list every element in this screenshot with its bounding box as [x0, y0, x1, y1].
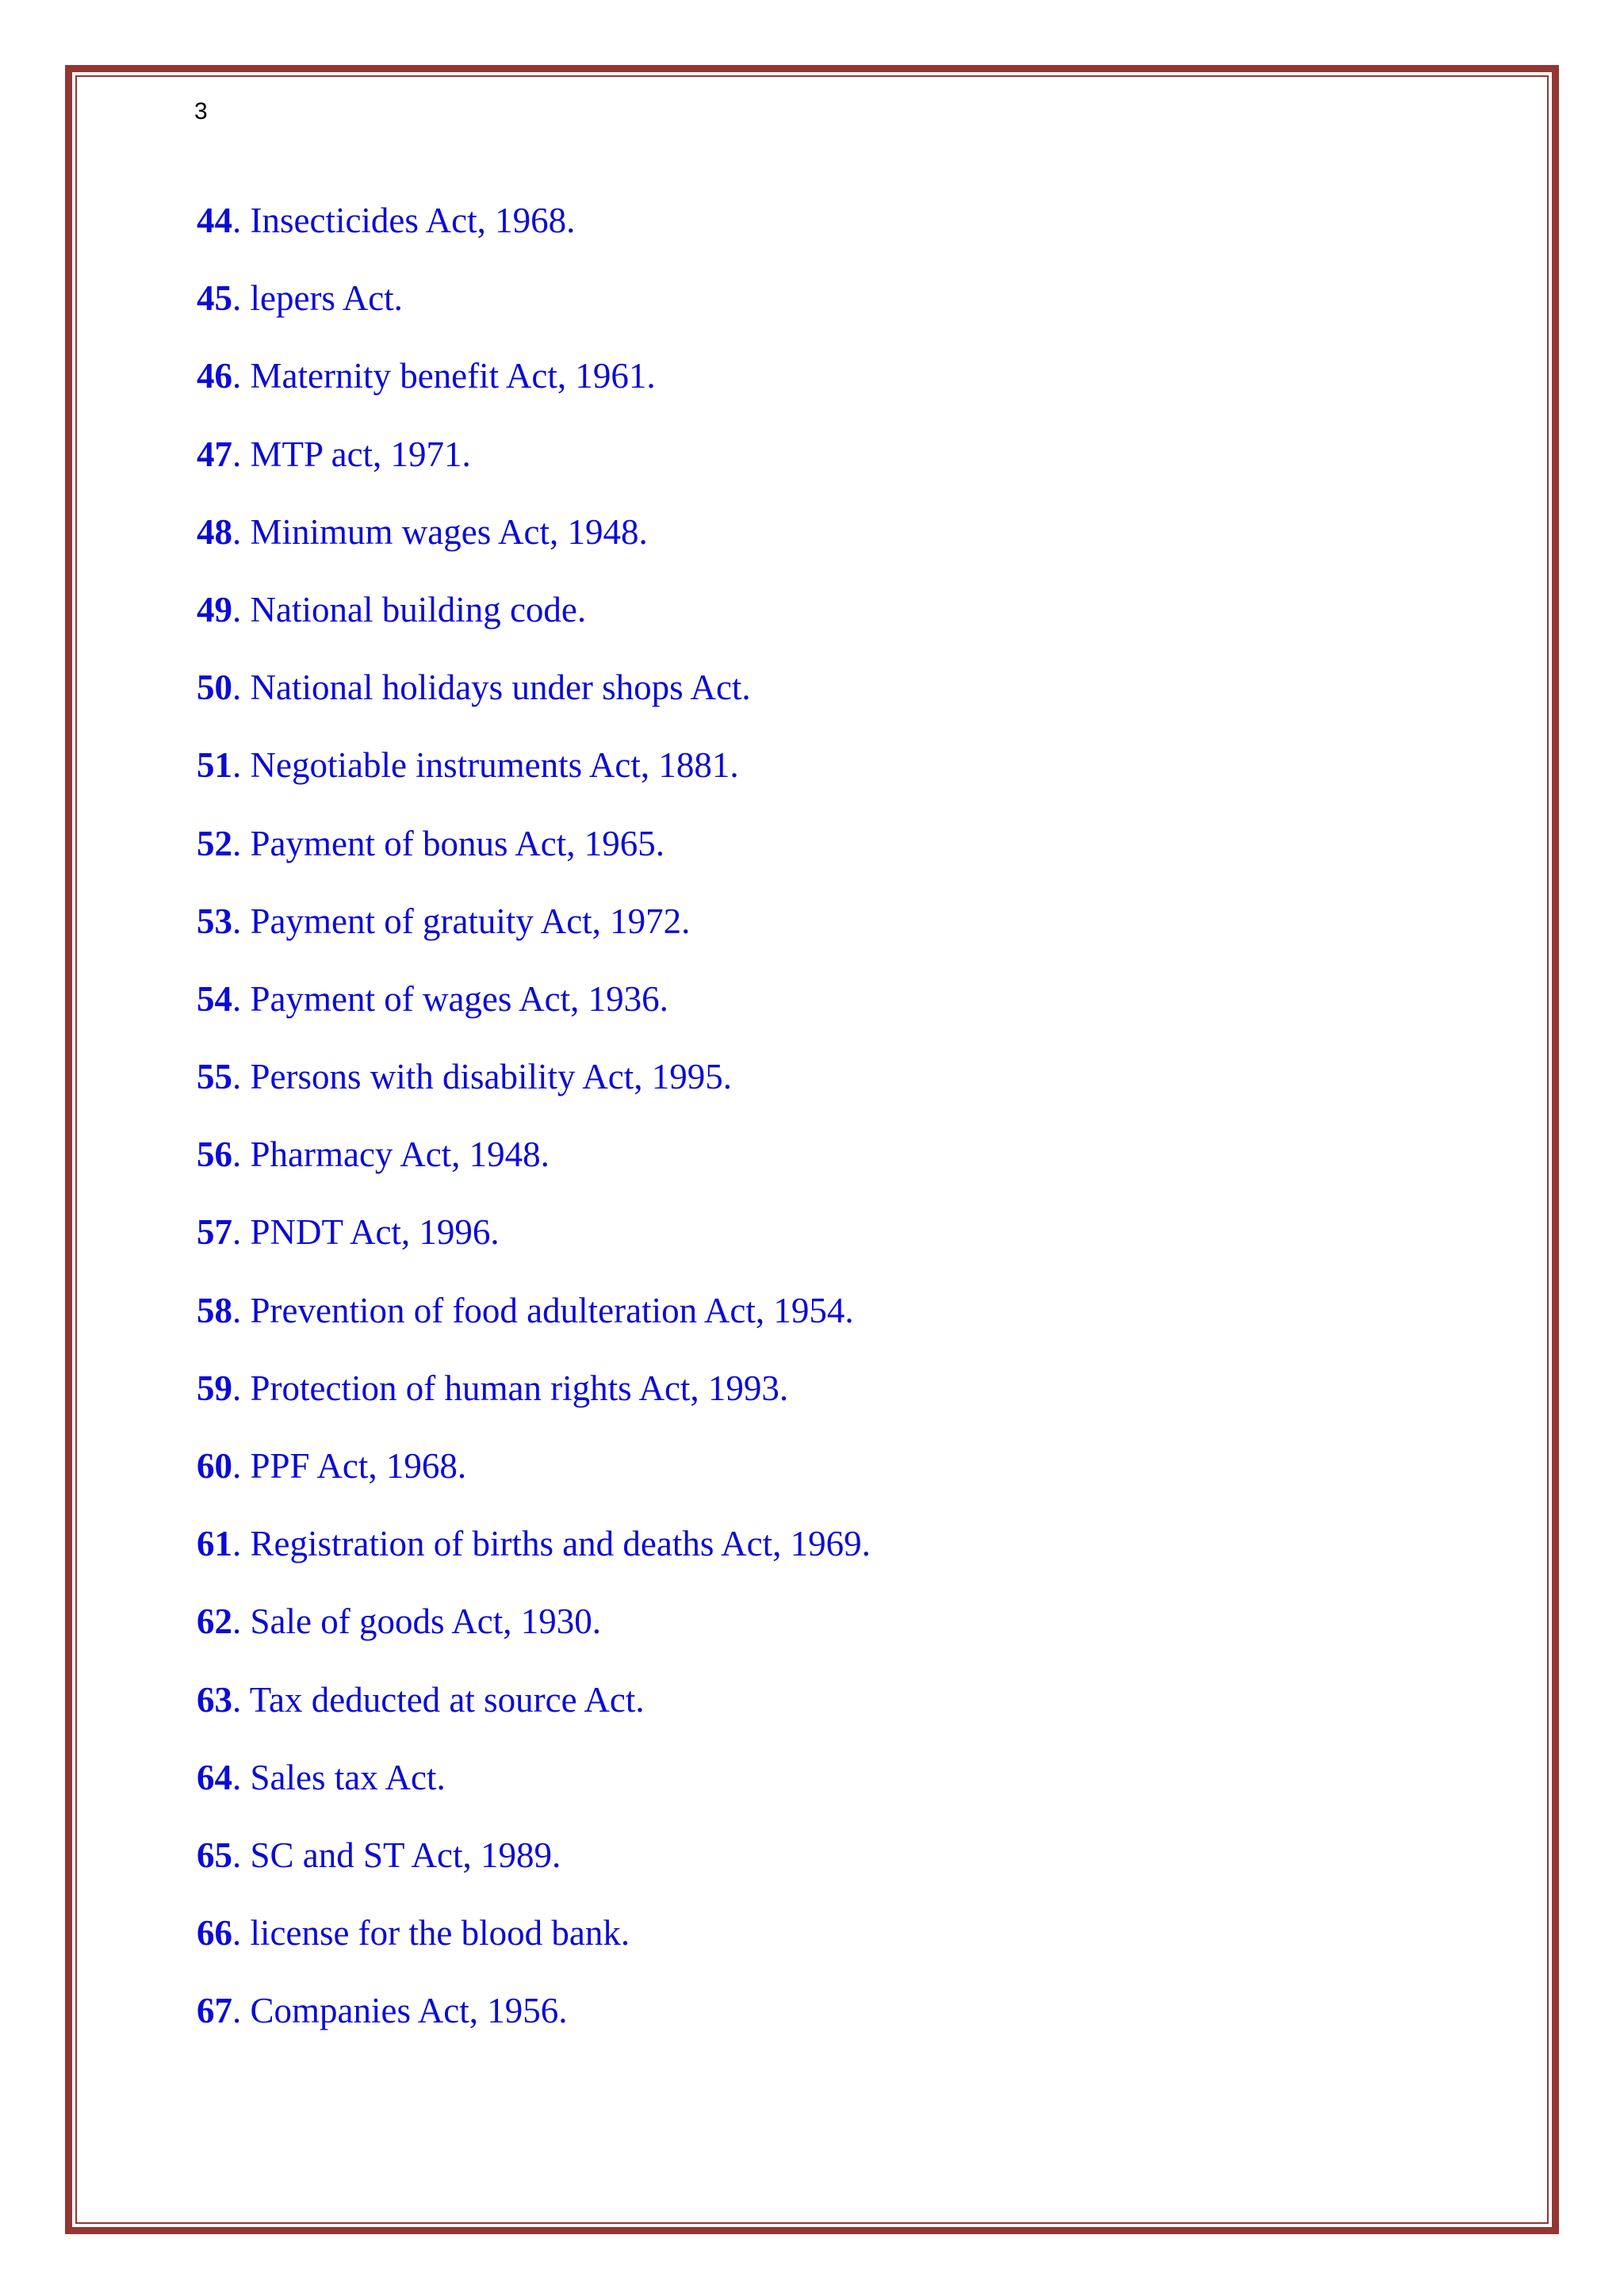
act-separator: .: [232, 1601, 251, 1642]
act-separator: .: [232, 1524, 251, 1564]
act-number: 63: [197, 1679, 232, 1720]
act-separator: .: [232, 1368, 251, 1408]
act-number: 66: [197, 1913, 232, 1954]
act-separator: .: [232, 589, 251, 629]
act-title: Pharmacy Act, 1948.: [250, 1135, 550, 1175]
act-number: 61: [197, 1524, 232, 1564]
act-number: 62: [197, 1601, 232, 1642]
list-item: [197, 430, 871, 508]
list-item: [197, 820, 871, 897]
act-list: [197, 197, 871, 2065]
act-separator: .: [232, 1757, 251, 1797]
act-number: 45: [197, 278, 232, 319]
act-title: license for the blood bank.: [250, 1913, 630, 1954]
act-title: PPF Act, 1968.: [250, 1446, 467, 1486]
act-number: 57: [197, 1212, 232, 1253]
act-separator: .: [232, 1446, 251, 1486]
list-item: [197, 1676, 871, 1754]
act-title: Negotiable instruments Act, 1881.: [250, 745, 739, 786]
act-separator: .: [232, 511, 251, 552]
list-item: [197, 1520, 871, 1598]
act-separator: .: [232, 823, 251, 863]
act-title: PNDT Act, 1996.: [250, 1212, 500, 1253]
act-title: Sales tax Act.: [250, 1757, 446, 1797]
act-number: 56: [197, 1135, 232, 1175]
list-item: [197, 1909, 871, 1987]
act-number: 58: [197, 1290, 232, 1330]
list-item: [197, 586, 871, 664]
act-title: National building code.: [250, 589, 587, 629]
act-number: 47: [197, 434, 232, 474]
act-number: 51: [197, 745, 232, 786]
act-separator: .: [232, 1679, 250, 1720]
act-separator: .: [232, 1835, 251, 1875]
act-separator: .: [232, 1991, 251, 2031]
act-number: 46: [197, 356, 232, 396]
act-number: 48: [197, 511, 232, 552]
act-separator: .: [232, 901, 251, 941]
act-number: 64: [197, 1757, 232, 1797]
act-title: lepers Act.: [250, 278, 403, 319]
act-number: 53: [197, 901, 232, 941]
act-title: National holidays under shops Act.: [250, 668, 751, 708]
list-item: [197, 274, 871, 352]
act-separator: .: [232, 745, 251, 786]
act-title: Payment of bonus Act, 1965.: [250, 823, 665, 863]
act-title: Payment of wages Act, 1936.: [250, 978, 668, 1019]
act-title: Maternity benefit Act, 1961.: [250, 356, 656, 396]
list-item: [197, 352, 871, 430]
act-separator: .: [232, 978, 251, 1019]
list-item: [197, 1364, 871, 1442]
act-separator: .: [232, 356, 251, 396]
list-item: [197, 508, 871, 586]
list-item: [197, 897, 871, 975]
act-number: 52: [197, 823, 232, 863]
act-title: MTP act, 1971.: [250, 434, 471, 474]
act-number: 44: [197, 201, 232, 240]
act-title: Minimum wages Act, 1948.: [250, 511, 648, 552]
act-separator: .: [232, 1290, 251, 1330]
list-item: [197, 664, 871, 741]
act-number: 65: [197, 1835, 232, 1875]
act-number: 67: [197, 1991, 232, 2031]
act-number: 59: [197, 1368, 232, 1408]
act-number: 54: [197, 978, 232, 1019]
act-separator: .: [232, 668, 251, 708]
act-number: 55: [197, 1057, 232, 1097]
list-item: [197, 1287, 871, 1364]
list-item: [197, 1987, 871, 2064]
act-separator: .: [232, 201, 251, 240]
list-item: [197, 1053, 871, 1131]
list-item: [197, 1131, 871, 1208]
act-number: 50: [197, 668, 232, 708]
act-number: 60: [197, 1446, 232, 1486]
act-title: Companies Act, 1956.: [250, 1991, 568, 2031]
act-title: Sale of goods Act, 1930.: [250, 1601, 601, 1642]
act-title: Registration of births and deaths Act, 1969.: [250, 1524, 871, 1564]
act-title: Persons with disability Act, 1995.: [250, 1057, 732, 1097]
list-item: [197, 741, 871, 819]
act-separator: .: [232, 1212, 251, 1253]
act-separator: .: [232, 1135, 251, 1175]
act-title: Protection of human rights Act, 1993.: [250, 1368, 789, 1408]
list-item: [197, 1208, 871, 1286]
act-separator: .: [232, 1057, 251, 1097]
act-title: Payment of gratuity Act, 1972.: [250, 901, 691, 941]
list-item: [197, 975, 871, 1053]
list-item: [197, 1754, 871, 1831]
list-item: [197, 1831, 871, 1909]
act-separator: .: [232, 434, 251, 474]
list-item: [197, 1598, 871, 1675]
list-item: [197, 197, 871, 274]
act-title: Insecticides Act, 1968.: [250, 201, 576, 240]
page-number: 3: [194, 98, 208, 124]
act-title: Prevention of food adulteration Act, 1954.: [250, 1290, 854, 1330]
act-separator: .: [232, 278, 251, 319]
list-item: [197, 1442, 871, 1520]
act-title: SC and ST Act, 1989.: [250, 1835, 561, 1875]
act-title: Tax deducted at source Act.: [249, 1679, 645, 1720]
act-separator: .: [232, 1913, 251, 1954]
act-number: 49: [197, 589, 232, 629]
